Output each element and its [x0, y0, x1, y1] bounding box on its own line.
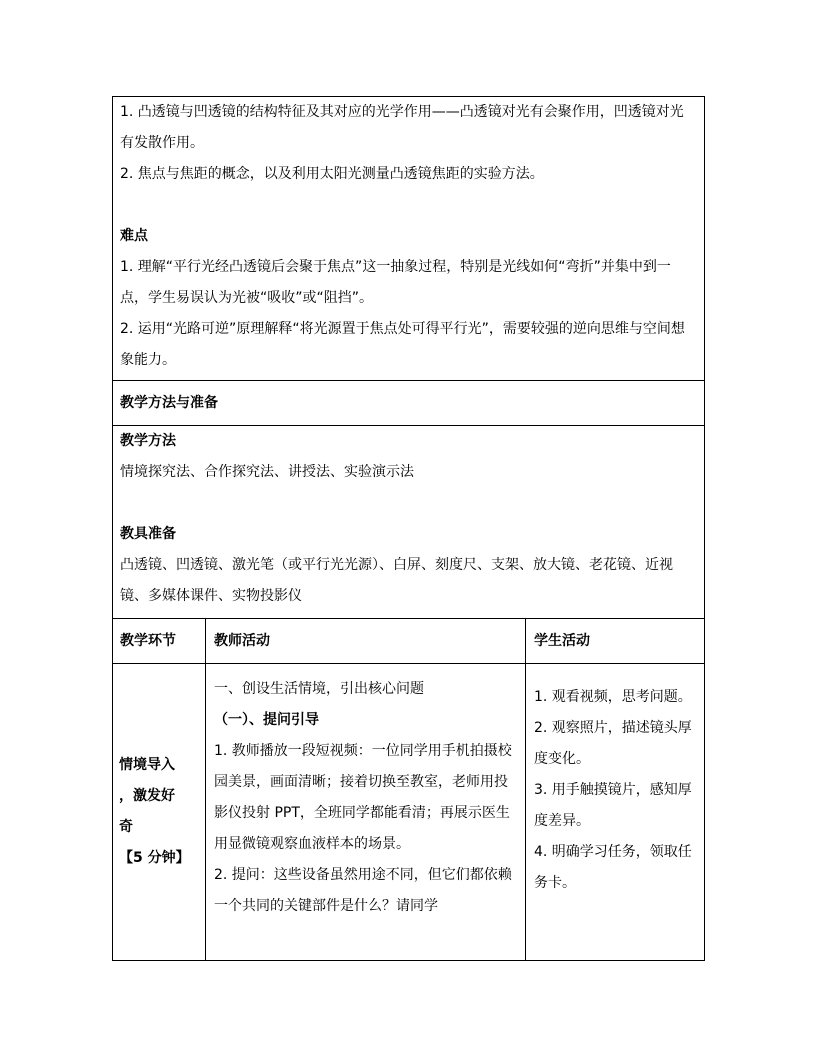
student-item-2: 2. 观察照片，描述镜头厚度变化。 [534, 720, 692, 767]
process-header-row [113, 619, 705, 664]
difficulties-row [113, 97, 705, 381]
teacher-subheading: （一）、提问引导 [214, 712, 319, 728]
blank-line [120, 190, 697, 221]
difficulty-point-1: 1. 理解“平行光经凸透镜后会聚于焦点”这一抽象过程，特别是光线如何“弯折”并集中到一点，学生易误认为光被“吸收”或“阻挡”。 [120, 259, 671, 306]
student-item-1: 1. 观看视频，思考问题。 [534, 689, 692, 705]
student-activity-cell [526, 664, 705, 961]
methods-body-row [113, 426, 705, 619]
prep-text: 凸透镜、凹透镜、激光笔（或平行光光源）、白屏、刻度尺、支架、放大镜、老花镜、近视镜、多媒体课件、实物投影仪 [120, 557, 673, 604]
stage-name-line-1: 情境导入 [119, 757, 175, 773]
stage-cell [113, 664, 206, 961]
methods-body-cell [113, 426, 705, 619]
stage-row [113, 664, 705, 961]
stage-name-line-3: 奇 [119, 819, 133, 835]
lesson-plan-page [112, 96, 704, 961]
difficulty-heading: 难点 [120, 228, 148, 244]
lesson-plan-table [112, 96, 705, 961]
stage-time: 【5 分钟】 [119, 850, 190, 866]
header-stage: 教学环节 [113, 619, 206, 664]
student-item-4: 4. 明确学习任务，领取任务卡。 [534, 844, 692, 891]
teacher-item-2: 2. 提问：这些设备虽然用途不同，但它们都依赖一个共同的关键部件是什么？请同学 [214, 867, 512, 914]
student-item-3: 3. 用手触摸镜片，感知厚度差异。 [534, 782, 692, 829]
teacher-title: 一、创设生活情境，引出核心问题 [214, 681, 424, 697]
key-point-2: 2. 焦点与焦距的概念，以及利用太阳光测量凸透镜焦距的实验方法。 [120, 166, 544, 182]
methods-heading: 教学方法 [120, 433, 176, 449]
difficulty-point-2: 2. 运用“光路可逆”原理解释“将光源置于焦点处可得平行光”，需要较强的逆向思维与空间想象能力。 [120, 321, 685, 368]
header-student: 学生活动 [526, 619, 705, 664]
difficulties-cell [113, 97, 705, 381]
teacher-activity-cell [206, 664, 526, 961]
teacher-activity-content [214, 674, 518, 960]
header-teacher: 教师活动 [206, 619, 526, 664]
key-point-1: 1. 凸透镜与凹透镜的结构特征及其对应的光学作用——凸透镜对光有会聚作用，凹透镜对光有发散作用。 [120, 104, 684, 151]
methods-title-row [113, 381, 705, 426]
prep-heading: 教具准备 [120, 526, 176, 542]
methods-section-title: 教学方法与准备 [113, 381, 705, 426]
blank-line [120, 488, 697, 519]
stage-name-line-2: ，激发好 [119, 788, 175, 804]
methods-text: 情境探究法、合作探究法、讲授法、实验演示法 [120, 464, 414, 480]
teacher-item-1: 1. 教师播放一段短视频：一位同学用手机拍摄校园美景，画面清晰；接着切换至教室，老师用投影仪投射 PPT，全班同学都能看清；再展示医生用显微镜观察血液样本的场景。 [214, 743, 512, 852]
